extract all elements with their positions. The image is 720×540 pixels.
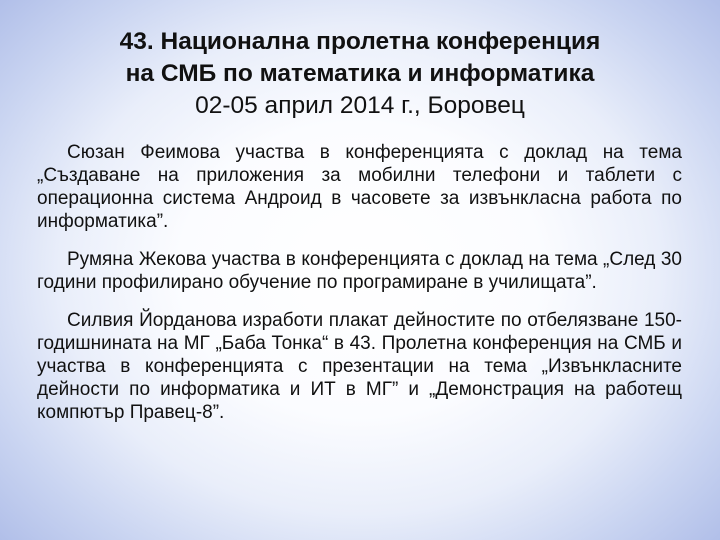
title-line-date-place: 02-05 април 2014 г., Боровец: [195, 92, 525, 119]
paragraph-yordanova: Силвия Йорданова изработи плакат дейностите по отбелязване 150-годишнината на МГ „Баба Тонка“ в 43. Пролетна конференция на СМБ и участва в конференцията с презентации на тема „Извънкласните дейности по информатика и ИТ в МГ” и „Демонстрация на работещ компютър Правец-8”.: [37, 310, 682, 423]
title-line-conference: 43. Национална пролетна конференция: [119, 28, 601, 55]
paragraph-zhekova: Румяна Жекова участва в конференцията с доклад на тема „След 30 години профилирано обучение по програмиране в училищата”.: [37, 249, 682, 293]
slide-title: [0, 26, 720, 122]
title-line-organizer: на СМБ по математика и информатика: [125, 60, 595, 87]
paragraph-feimova: Сюзан Феимова участва в конференцията с доклад на тема „Създаване на приложения за мобилни телефони и таблети с операционна система Андроид в часовете за извънкласна работа по информатика”.: [37, 142, 682, 232]
slide-body: [37, 141, 682, 424]
